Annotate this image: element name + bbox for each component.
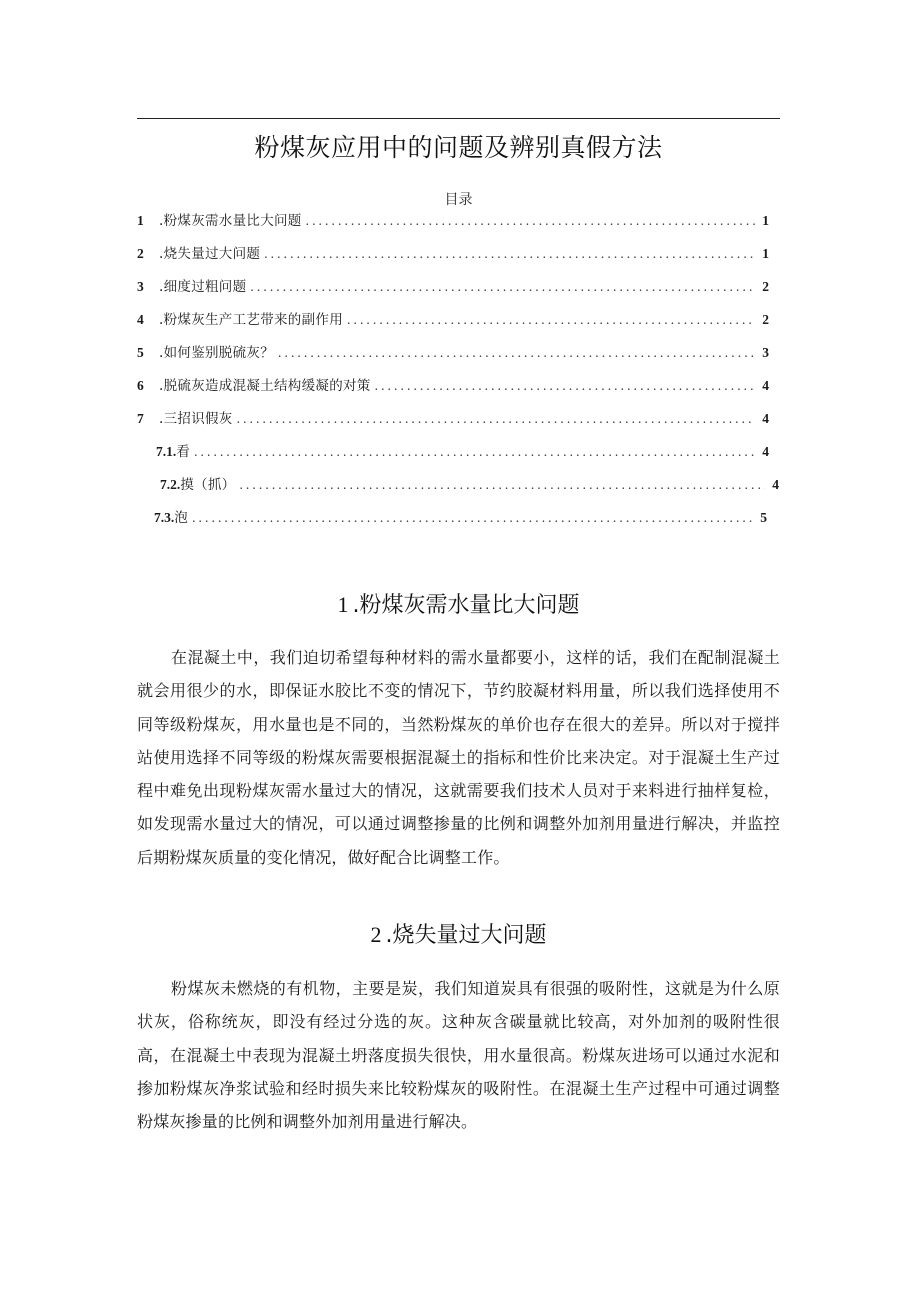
- toc-entry-3[interactable]: [137, 275, 769, 297]
- toc-entry-4[interactable]: [137, 308, 769, 330]
- toc-entry-page: 2: [762, 279, 769, 294]
- toc-entry-7-2[interactable]: [141, 473, 779, 495]
- section-1-paragraph: 在混凝土中，我们迫切希望每种材料的需水量都要小，这样的话，我们在配制混凝土就会用很少的水，即保证水胶比不变的情况下，节约胶凝材料用量，所以我们选择使用不同等级粉煤灰，用水量也是不同的，当然粉煤灰的单价也存在很大的差异。所以对于搅拌站使用选择不同等级的粉煤灰需要根据混凝土的指标和性价比来决定。对于混凝土生产过程中难免出现粉煤灰需水量过大的情况，这就需要我们技术人员对于来料进行抽样复检，如发现需水量过大的情况，可以通过调整掺量的比例和调整外加剂用量进行解决，并监控后期粉煤灰质量的变化情况，做好配合比调整工作。: [137, 648, 780, 867]
- section-number: 1: [337, 592, 349, 617]
- toc-entry-page: 3: [762, 345, 769, 360]
- section-title: .烧失量过大问题: [385, 923, 547, 948]
- section-2-heading: [137, 918, 780, 949]
- toc-leader-dots: [239, 477, 765, 493]
- toc-entry-label: 摸（抓）: [180, 477, 236, 493]
- toc-entry-7-1[interactable]: [137, 440, 769, 462]
- toc-leader-dots: [278, 345, 755, 361]
- section-2-paragraph: 粉煤灰未燃烧的有机物，主要是炭，我们知道炭具有很强的吸附性，这就是为什么原状灰，俗称统灰，即没有经过分选的灰。这种灰含碳量就比较高，对外加剂的吸附性很高，在混凝土中表现为混凝土坍落度损失很快，用水量很高。粉煤灰进场可以通过水泥和掺加粉煤灰净浆试验和经时损失来比较粉煤灰的吸附性。在混凝土生产过程中可通过调整粉煤灰掺量的比例和调整外加剂用量进行解决。: [137, 979, 780, 1132]
- toc-leader-dots: [264, 246, 755, 262]
- toc-entry-number: 1: [137, 213, 144, 228]
- toc-entry-page: 2: [762, 312, 769, 327]
- toc-leader-dots: [237, 411, 755, 427]
- toc-entry-5[interactable]: [137, 341, 769, 363]
- toc-entry-label: .脱硫灰造成混凝土结构缓凝的对策: [159, 378, 371, 394]
- toc-entry-1[interactable]: [137, 209, 769, 231]
- toc-entry-7-3[interactable]: [135, 506, 767, 528]
- toc-leader-dots: [375, 378, 755, 394]
- toc-entry-2[interactable]: [137, 242, 769, 264]
- toc-leader-dots: [194, 444, 755, 460]
- toc-entry-label: .烧失量过大问题: [159, 246, 261, 262]
- toc-entry-number: 7: [137, 411, 144, 426]
- toc-entry-page: 4: [772, 477, 779, 492]
- toc-entry-page: 4: [762, 444, 769, 459]
- section-1-heading: [137, 588, 780, 619]
- toc-heading: 目录: [444, 192, 473, 208]
- toc-leader-dots: [347, 312, 755, 328]
- toc-leader-dots: [192, 510, 753, 526]
- toc-entry-number: 7.3.: [154, 510, 175, 525]
- toc-entry-label: .粉煤灰需水量比大问题: [159, 213, 302, 229]
- section-number: 2: [370, 922, 382, 947]
- toc-entry-label: .粉煤灰生产工艺带来的副作用: [159, 312, 343, 328]
- toc-entry-number: 7.1.: [156, 444, 177, 459]
- toc-leader-dots: [306, 213, 755, 229]
- toc-entry-page: 1: [762, 246, 769, 261]
- toc-entry-label: 泡: [174, 510, 189, 526]
- toc-entry-page: 4: [762, 378, 769, 393]
- toc-entry-number: 4: [137, 312, 144, 327]
- toc-entry-number: 5: [137, 345, 144, 360]
- toc-entry-number: 2: [137, 246, 144, 261]
- toc-entry-label: .三招识假灰: [159, 411, 233, 427]
- toc-entry-number: 3: [137, 279, 144, 294]
- section-title: .粉煤灰需水量比大问题: [352, 593, 580, 618]
- toc-leader-dots: [250, 279, 755, 295]
- toc-entry-page: 1: [762, 213, 769, 228]
- toc-entry-page: 4: [762, 411, 769, 426]
- toc-entry-6[interactable]: [137, 374, 769, 396]
- toc-entry-7[interactable]: [137, 407, 769, 429]
- toc-entry-number: 6: [137, 378, 144, 393]
- toc-entry-label: 看: [176, 444, 191, 460]
- toc-entry-page: 5: [760, 510, 767, 525]
- header-rule: [137, 118, 780, 119]
- toc-entry-label: .如何鉴别脱硫灰？: [159, 345, 274, 361]
- document-title: 粉煤灰应用中的问题及辨别真假方法: [254, 133, 663, 162]
- toc-entry-label: .细度过粗问题: [159, 279, 247, 295]
- toc-entry-number: 7.2.: [160, 477, 181, 492]
